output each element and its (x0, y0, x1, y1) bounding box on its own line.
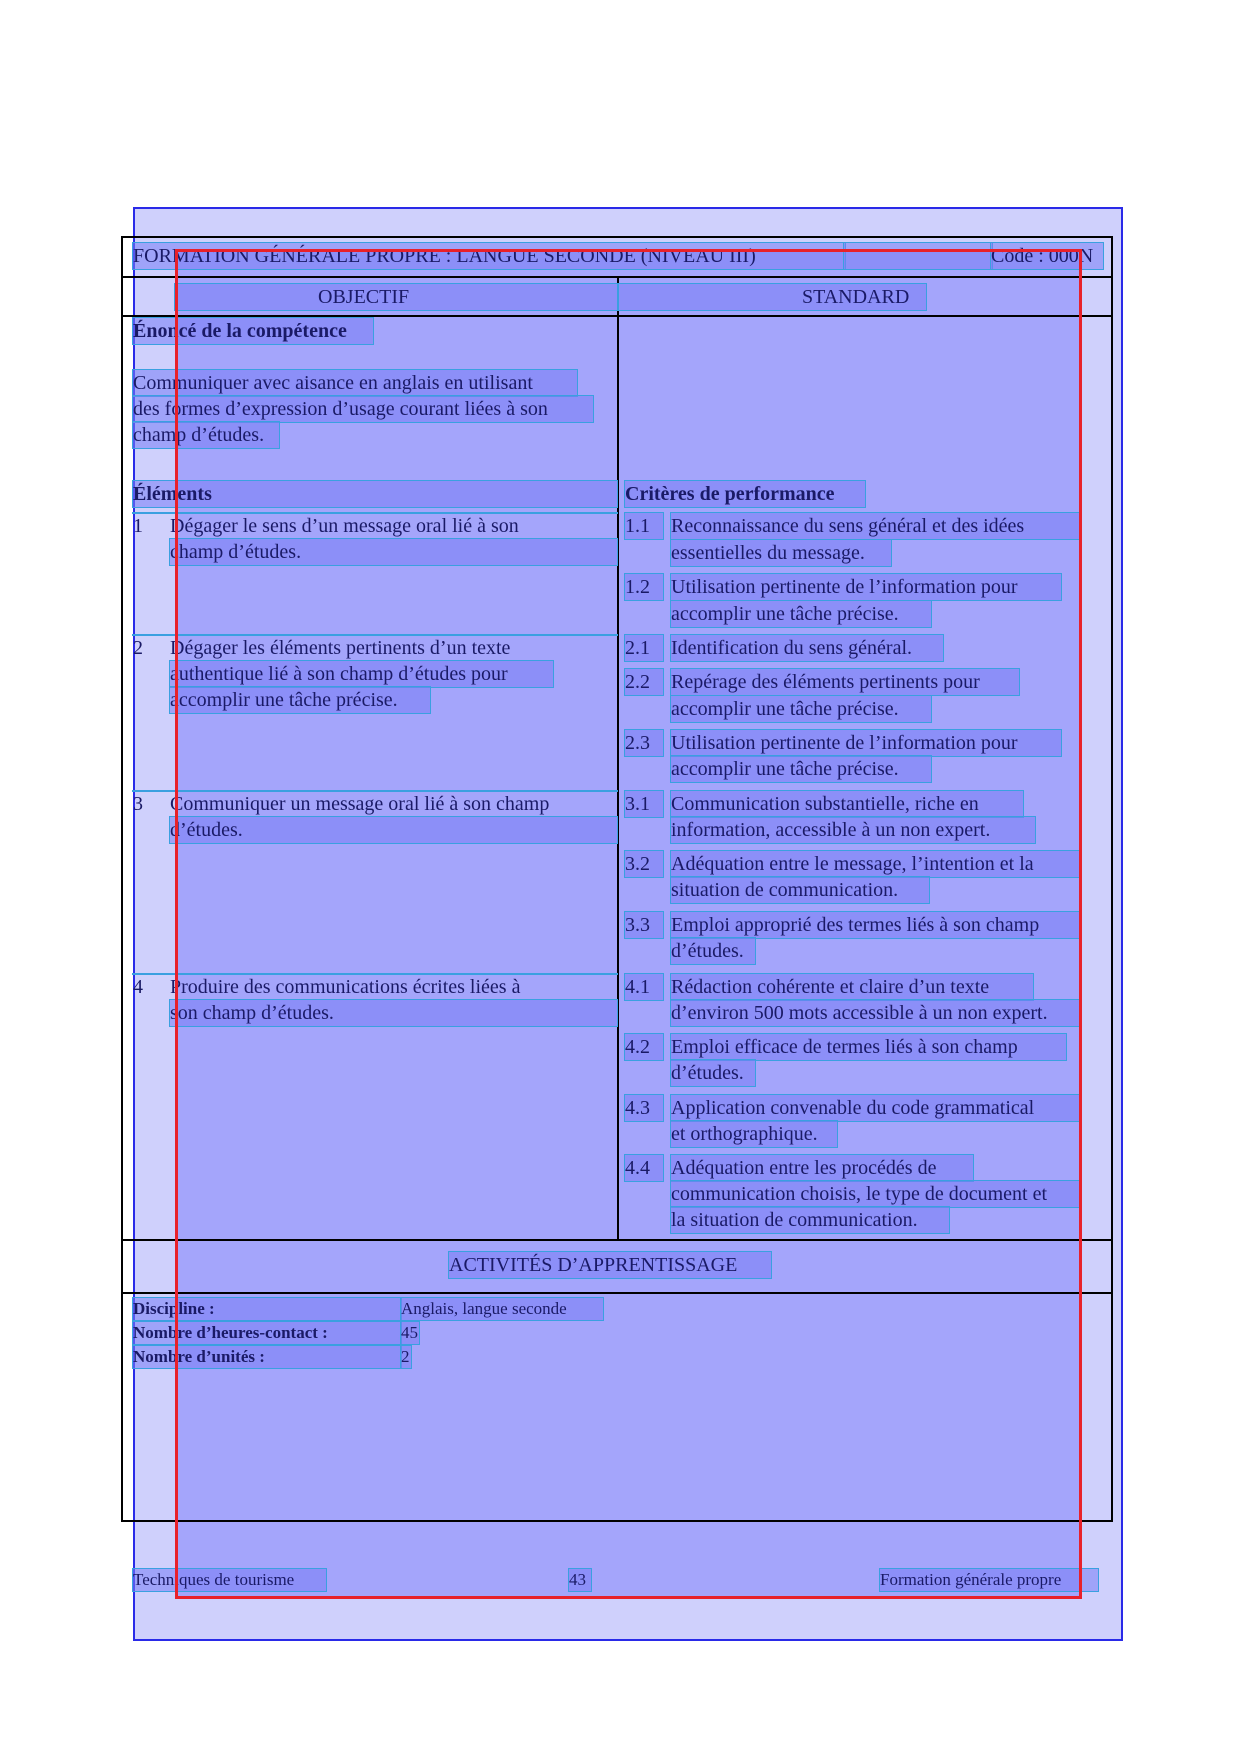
criterion-line: situation de communication. (671, 877, 929, 903)
criterion-line: la situation de communication. (671, 1207, 949, 1233)
element-number: 4 (133, 976, 143, 998)
element-line: son champ d’études. (170, 1000, 617, 1026)
criterion-line: Adéquation entre le message, l’intention et la (671, 851, 1081, 877)
form-code: Code : 000N (991, 243, 1103, 269)
competence-line: des formes d’expression d’usage courant liées à son (133, 396, 593, 422)
units-value: 2 (401, 1347, 410, 1366)
hours-label: Nombre d’heures-contact : (133, 1322, 401, 1344)
competence-line: champ d’études. (133, 422, 279, 448)
criterion-line: accomplir une tâche précise. (671, 696, 931, 722)
criterion-line: information, accessible à un non expert. (671, 817, 1035, 843)
footer-program: Techniques de tourisme (133, 1569, 326, 1591)
criterion-number: 4.2 (625, 1034, 663, 1060)
criterion-line: et orthographique. (671, 1121, 837, 1147)
column-head-standard: STANDARD (802, 286, 910, 308)
criterion-line: Rédaction cohérente et claire d’un texte (671, 974, 1033, 1000)
discipline-label: Discipline : (133, 1298, 401, 1320)
column-head-objectif: OBJECTIF (318, 286, 410, 308)
criterion-line: Emploi approprié des termes liés à son champ (671, 912, 1081, 938)
element-line: d’études. (170, 817, 617, 843)
criterion-line: Identification du sens général. (671, 635, 943, 661)
element-text: Communiquer un message oral lié à son champ (170, 793, 550, 815)
criterion-number: 4.3 (625, 1095, 663, 1121)
activities-title: ACTIVITÉS D’APPRENTISSAGE (449, 1252, 771, 1278)
criterion-line: essentielles du message. (671, 540, 891, 566)
criterion-number: 1.1 (625, 513, 663, 539)
criterion-line: Application convenable du code grammatical (671, 1095, 1081, 1121)
criterion-line: accomplir une tâche précise. (671, 601, 931, 627)
criterion-line: communication choisis, le type de document et (671, 1181, 1081, 1207)
criterion-number: 3.2 (625, 851, 663, 877)
criterion-number: 2.1 (625, 635, 663, 661)
criterion-line: Utilisation pertinente de l’information pour (671, 730, 1061, 756)
form-title: FORMATION GÉNÉRALE PROPRE : LANGUE SECONDE (NIVEAU III) (133, 243, 845, 269)
units-label: Nombre d’unités : (133, 1346, 401, 1368)
criterion-line: d’environ 500 mots accessible à un non expert. (671, 1000, 1081, 1026)
element-text: Produire des communications écrites liées à (170, 976, 521, 998)
criterion-line: Emploi efficace de termes liés à son champ (671, 1034, 1066, 1060)
criterion-line: Communication substantielle, riche en (671, 791, 1023, 817)
element-number: 2 (133, 637, 143, 659)
criterion-number: 3.1 (625, 791, 663, 817)
criterion-line: d’études. (671, 1060, 755, 1086)
element-line: accomplir une tâche précise. (170, 687, 430, 713)
footer-section: Formation générale propre (880, 1569, 1098, 1591)
element-number: 1 (133, 515, 143, 537)
criterion-line: accomplir une tâche précise. (671, 756, 931, 782)
element-text: Dégager les éléments pertinents d’un texte (170, 637, 511, 659)
competence-heading: Énoncé de la compétence (133, 318, 373, 344)
criterion-number: 4.1 (625, 974, 663, 1000)
red-frame (175, 249, 1082, 1599)
criterion-number: 2.2 (625, 669, 663, 695)
criterion-line: Reconnaissance du sens général et des idées (671, 513, 1081, 539)
criterion-number: 2.3 (625, 730, 663, 756)
hours-value: 45 (401, 1323, 418, 1342)
criterion-line: Adéquation entre les procédés de (671, 1155, 973, 1181)
elements-heading: Éléments (133, 481, 617, 507)
element-line: authentique lié à son champ d’études pour (170, 661, 553, 687)
criteria-heading: Critères de performance (625, 481, 865, 507)
criterion-line: Repérage des éléments pertinents pour (671, 669, 1019, 695)
criterion-number: 3.3 (625, 912, 663, 938)
criterion-line: Utilisation pertinente de l’information pour (671, 574, 1061, 600)
criterion-number: 4.4 (625, 1155, 663, 1181)
criterion-number: 1.2 (625, 574, 663, 600)
competence-line: Communiquer avec aisance en anglais en utilisant (133, 370, 577, 396)
element-line: champ d’études. (170, 539, 617, 565)
page-number: 43 (569, 1569, 591, 1591)
element-number: 3 (133, 793, 143, 815)
element-text: Dégager le sens d’un message oral lié à son (170, 515, 519, 537)
discipline-value: Anglais, langue seconde (401, 1298, 603, 1320)
criterion-line: d’études. (671, 938, 755, 964)
